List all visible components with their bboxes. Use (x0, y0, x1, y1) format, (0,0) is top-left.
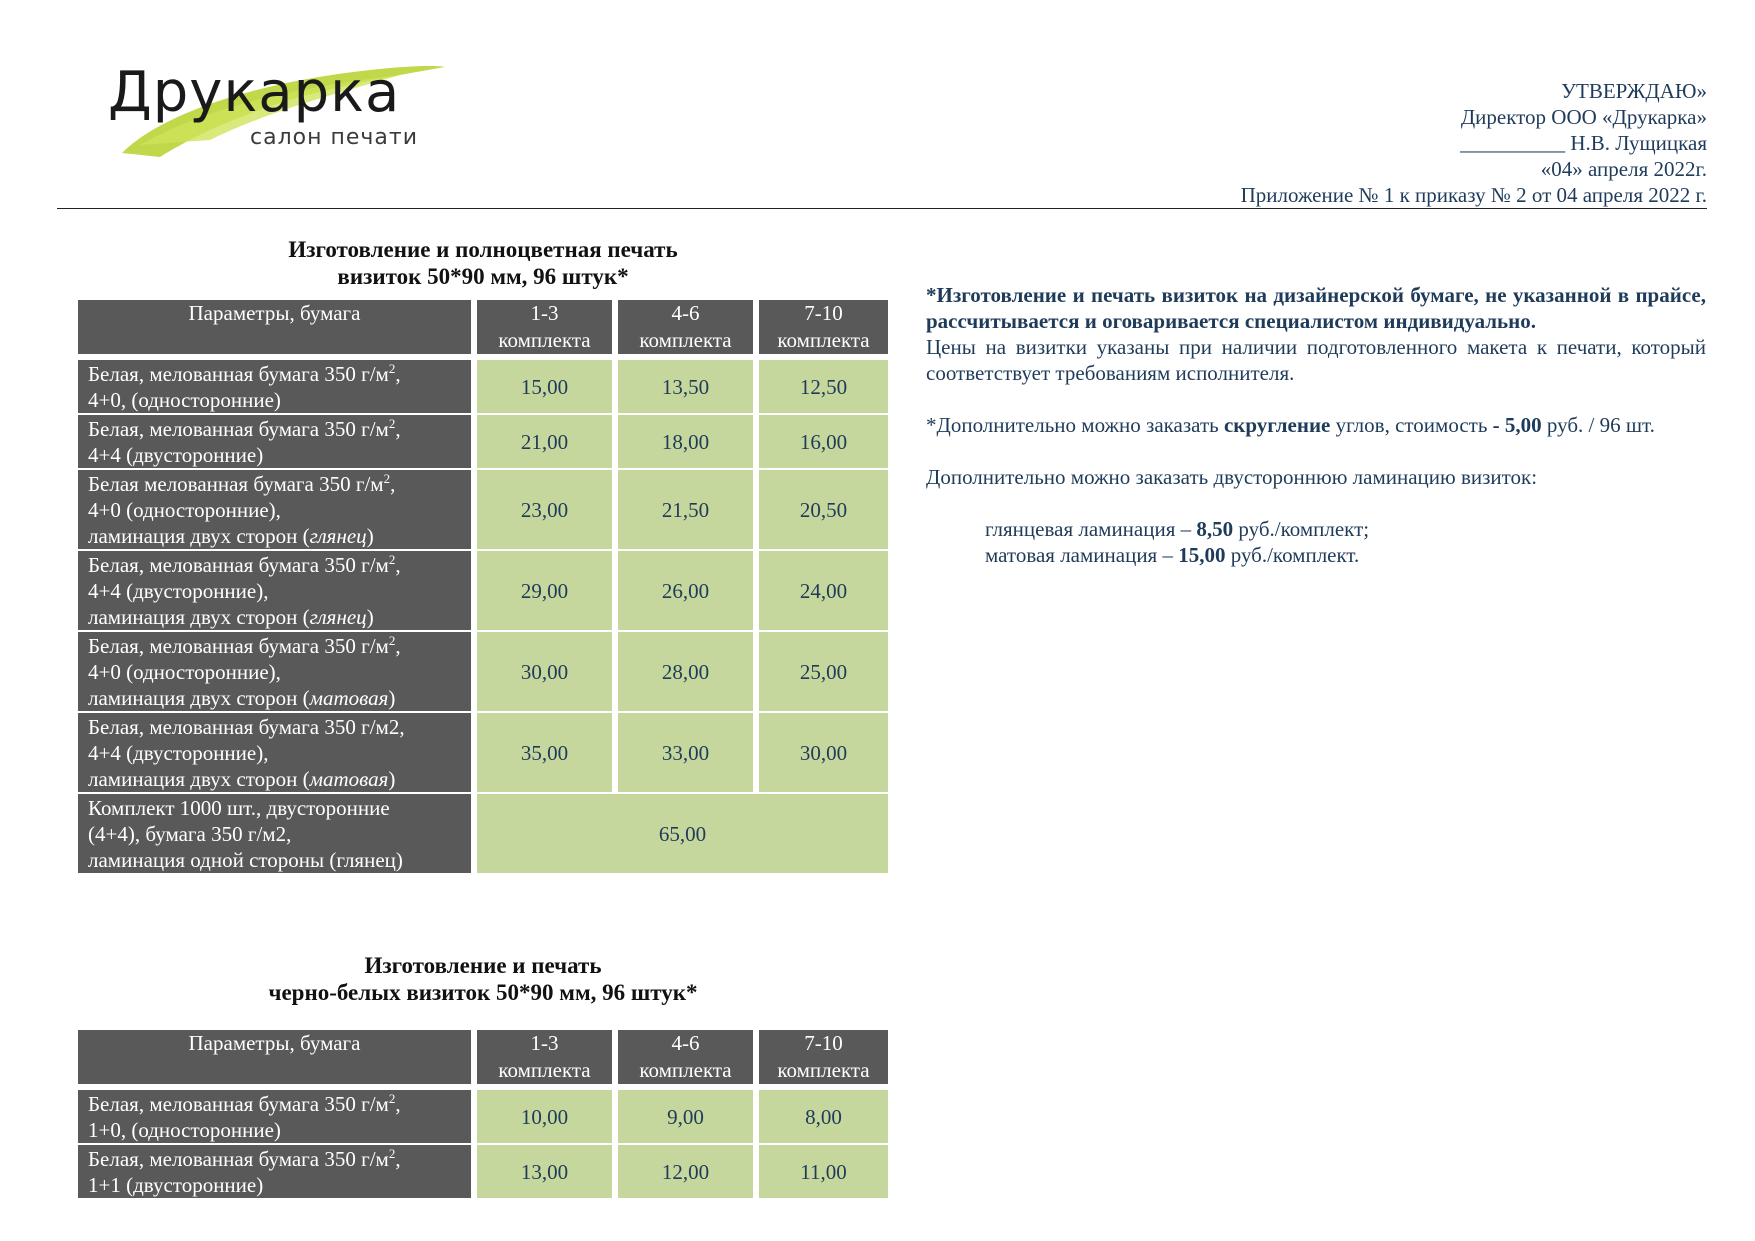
note-price: 8,50 (1196, 517, 1234, 541)
header-qty-4-6 (612, 1030, 753, 1090)
approval-line-director: Директор ООО «Друкарка» (1460, 105, 1707, 129)
note-designer-paper: *Изготовление и печать визиток на дизайнерской бумаге, не указанной в прайсе, рассчитывается и оговаривается специалистом индивидуально. (926, 283, 1706, 333)
header-qty-unit: комплекта (777, 328, 870, 352)
logo-name: Друкарка (108, 60, 401, 125)
param-sup: 2 (388, 1145, 396, 1161)
header-qty-unit: комплекта (498, 1058, 591, 1082)
param-sup: 2 (388, 551, 396, 567)
param-text: , (395, 1091, 401, 1116)
param-text: , (395, 552, 401, 577)
table-row (78, 1090, 888, 1145)
header-qty-unit: комплекта (498, 328, 591, 352)
row-params (78, 713, 471, 794)
price-7-10: 12,50 (753, 360, 888, 415)
table2-title-line1: Изготовление и печать (364, 953, 602, 978)
approval-line-signature: __________ Н.В. Лущицкая (1460, 131, 1707, 155)
param-text: ) (388, 766, 396, 791)
approval-line-approve: УТВЕРЖДАЮ» (1561, 79, 1707, 103)
price-1-3: 30,00 (471, 632, 612, 713)
row-params (78, 470, 471, 551)
param-text: Белая, мелованная бумага 350 г/м (88, 633, 389, 658)
note-text: руб. / 96 шт. (1541, 413, 1655, 437)
param-text: 4+0 (односторонние), (88, 497, 281, 522)
price-7-10: 24,00 (753, 551, 888, 632)
price-7-10: 20,50 (753, 470, 888, 551)
param-text: , (395, 361, 401, 386)
param-text: , (395, 416, 401, 441)
header-params: Параметры, бумага (78, 300, 471, 360)
table-row (78, 794, 888, 875)
price-1-3: 35,00 (471, 713, 612, 794)
table-row (78, 713, 888, 794)
param-text: 4+0, (односторонние) (88, 387, 281, 412)
param-italic: глянец (309, 523, 367, 548)
note-matte-lamination (926, 542, 1706, 568)
row-params (78, 551, 471, 632)
note-text: руб./комплект. (1225, 543, 1360, 567)
param-text: (4+4), бумага 350 г/м2, (88, 821, 292, 846)
header-qty-unit: комплекта (777, 1058, 870, 1082)
header-qty-range: 1-3 (530, 301, 559, 325)
param-italic: глянец (309, 604, 367, 629)
price-4-6: 13,50 (612, 360, 753, 415)
note-price: - 5,00 (1492, 413, 1542, 437)
param-text: Белая, мелованная бумага 350 г/м (88, 361, 389, 386)
note-text: матовая ламинация – (985, 543, 1179, 567)
price-1-3: 29,00 (471, 551, 612, 632)
param-text: Белая, мелованная бумага 350 г/м (88, 552, 389, 577)
param-sup: 2 (388, 415, 396, 431)
table-row (78, 415, 888, 470)
note-gloss-lamination (926, 516, 1706, 542)
bw-price-table (78, 1030, 888, 1200)
table-header-row (78, 300, 888, 360)
param-text: ) (366, 523, 374, 548)
approval-line-date: «04» апреля 2022г. (1540, 157, 1707, 181)
approval-block (1107, 78, 1707, 208)
param-text: Комплект 1000 шт., двусторонние (88, 795, 390, 820)
price-7-10: 25,00 (753, 632, 888, 713)
param-sup: 2 (388, 1090, 396, 1106)
price-7-10: 16,00 (753, 415, 888, 470)
note-text: глянцевая ламинация – (985, 517, 1197, 541)
price-4-6: 26,00 (612, 551, 753, 632)
table1-title-line2: визиток 50*90 мм, 96 штук* (337, 264, 629, 289)
header-qty-1-3 (471, 300, 612, 360)
param-text: ) (366, 604, 374, 629)
header-qty-7-10 (753, 1030, 888, 1090)
price-4-6: 12,00 (612, 1145, 753, 1200)
param-sup: 2 (388, 360, 396, 376)
header-divider (57, 208, 1707, 209)
row-params (78, 415, 471, 470)
note-text: углов, стоимость (1330, 413, 1493, 437)
header-params: Параметры, бумага (78, 1030, 471, 1090)
param-text: ламинация двух сторон ( (88, 685, 310, 710)
param-text: Белая, мелованная бумага 350 г/м2, (88, 714, 405, 739)
price-4-6: 21,50 (612, 470, 753, 551)
table-row (78, 470, 888, 551)
param-text: Белая мелованная бумага 350 г/м (88, 471, 384, 496)
param-text: ламинация одной стороны (глянец) (88, 847, 403, 872)
header-qty-7-10 (753, 300, 888, 360)
param-text: ) (388, 685, 396, 710)
table2-title-line2: черно-белых визиток 50*90 мм, 96 штук* (268, 980, 698, 1005)
param-italic: матовая (309, 685, 389, 710)
logo-tagline: салон печати (250, 125, 418, 150)
row-params (78, 794, 471, 875)
header-qty-range: 7-10 (804, 301, 843, 325)
note-layout-requirement: Цены на визитки указаны при наличии подготовленного макета к печати, который соответствует требованиям исполнителя. (926, 335, 1706, 385)
price-all-sets: 65,00 (471, 794, 888, 875)
header-qty-range: 4-6 (671, 301, 700, 325)
table1-title (78, 236, 888, 290)
row-params (78, 1090, 471, 1145)
param-text: 1+1 (двусторонние) (88, 1172, 264, 1197)
param-text: 4+0 (односторонние), (88, 659, 281, 684)
price-1-3: 15,00 (471, 360, 612, 415)
full-color-price-table (78, 300, 888, 875)
table-row (78, 632, 888, 713)
note-text: руб./комплект; (1233, 517, 1370, 541)
table-row (78, 551, 888, 632)
note-text: *Дополнительно можно заказать (926, 413, 1224, 437)
price-4-6: 9,00 (612, 1090, 753, 1145)
price-7-10: 8,00 (753, 1090, 888, 1145)
param-sup: 2 (383, 470, 391, 486)
row-params (78, 1145, 471, 1200)
row-params (78, 632, 471, 713)
param-text: 4+4 (двусторонние), (88, 740, 269, 765)
param-text: 4+4 (двусторонние) (88, 442, 264, 467)
header-qty-unit: комплекта (639, 328, 732, 352)
price-1-3: 23,00 (471, 470, 612, 551)
param-text: ламинация двух сторон ( (88, 766, 310, 791)
price-4-6: 28,00 (612, 632, 753, 713)
param-text: Белая, мелованная бумага 350 г/м (88, 1091, 389, 1116)
note-bold: скругление (1223, 413, 1331, 437)
table2-title (78, 952, 888, 1006)
table-row (78, 1145, 888, 1200)
table1-title-line1: Изготовление и полноцветная печать (288, 237, 678, 262)
table-header-row (78, 1030, 888, 1090)
notes-block (926, 282, 1706, 568)
note-price: 15,00 (1178, 543, 1226, 567)
param-italic: матовая (309, 766, 389, 791)
price-4-6: 33,00 (612, 713, 753, 794)
row-params (78, 360, 471, 415)
approval-line-appendix: Приложение № 1 к приказу № 2 от 04 апреля 2022 г. (1240, 183, 1707, 207)
price-1-3: 21,00 (471, 415, 612, 470)
param-text: , (395, 1146, 401, 1171)
header-qty-range: 4-6 (671, 1031, 700, 1055)
header-qty-range: 1-3 (530, 1031, 559, 1055)
price-7-10: 11,00 (753, 1145, 888, 1200)
param-sup: 2 (388, 632, 396, 648)
header-qty-unit: комплекта (639, 1058, 732, 1082)
param-text: , (395, 633, 401, 658)
param-text: , (390, 471, 396, 496)
header-qty-range: 7-10 (804, 1031, 843, 1055)
price-1-3: 13,00 (471, 1145, 612, 1200)
param-text: 4+4 (двусторонние), (88, 578, 269, 603)
table-row (78, 360, 888, 415)
param-text: ламинация двух сторон ( (88, 523, 310, 548)
param-text: 1+0, (односторонние) (88, 1117, 281, 1142)
param-text: ламинация двух сторон ( (88, 604, 310, 629)
company-logo (100, 45, 460, 160)
note-lamination: Дополнительно можно заказать двустороннюю ламинацию визиток: (926, 465, 1538, 489)
header-qty-4-6 (612, 300, 753, 360)
note-rounding (926, 412, 1706, 438)
price-7-10: 30,00 (753, 713, 888, 794)
param-text: Белая, мелованная бумага 350 г/м (88, 1146, 389, 1171)
header-qty-1-3 (471, 1030, 612, 1090)
price-1-3: 10,00 (471, 1090, 612, 1145)
param-text: Белая, мелованная бумага 350 г/м (88, 416, 389, 441)
price-4-6: 18,00 (612, 415, 753, 470)
